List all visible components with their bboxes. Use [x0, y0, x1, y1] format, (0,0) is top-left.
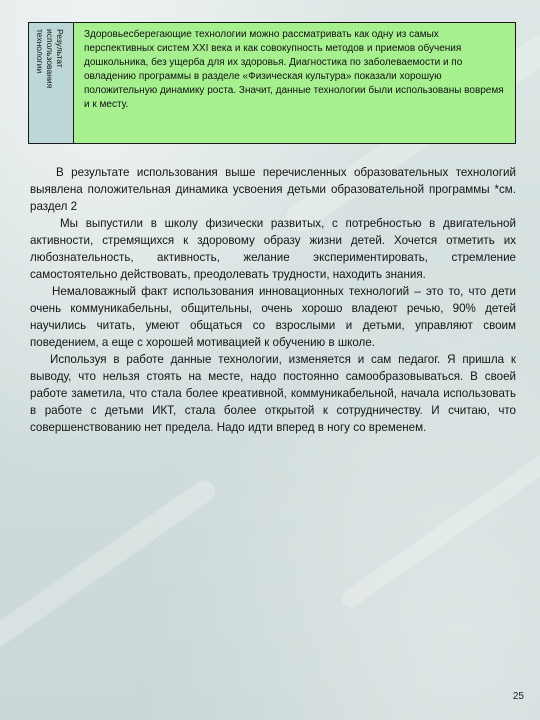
paragraph: Мы выпустили в школу физически развитых, с потребностью в двигательной активности, стремящихся к здоровому образу жизни детей. Хочется отметить их любознательность, активность, желание экспериментировать, стремление самостоятельно действовать, преодолевать трудности, находить знания. — [30, 217, 516, 281]
summary-table — [28, 22, 516, 144]
page-number: 25 — [512, 691, 524, 702]
background-decoration — [338, 447, 540, 611]
summary-body-cell — [74, 23, 515, 143]
paragraph: Используя в работе данные технологии, изменяется и сам педагог. Я пришла к выводу, что нельзя стоять на месте, надо постоянно самообразовываться. В своей работе заметила, что стала более креативной, коммуникабельной, начала использовать в работе с детьми ИКТ, стала более открытой к сотрудничеству. И считаю, что совершенствованию нет предела. Надо идти вперед в ногу со временем. — [30, 353, 516, 434]
summary-label-cell — [29, 23, 74, 143]
main-text — [30, 164, 516, 436]
summary-text: Здоровьесберегающие технологии можно рассматривать как одну из самых перспективных систем XXI века и как совокупность методов и приемов обучения дошкольника, без ущерба для их здоровья. Диагностика по заболеваемости и по овладению программы в разделе «Физическая культура» показали хорошую положительную динамику роста. Значит, данные технологии были использованы вовремя и к месту. — [84, 29, 504, 110]
paragraph: В результате использования выше перечисленных образовательных технологий выявлена положительная динамика усвоения детьми образовательной программы *см. раздел 2 — [30, 166, 516, 213]
paragraph: Немаловажный факт использования инновационных технологий – это то, что дети очень коммуникабельны, общительны, очень хорошо владеют речью, 90% детей научились читать, умеют общаться со взрослыми и детьми, управляют своим поведением, а еще с хорошей мотивацией к обучению в школе. — [30, 285, 516, 349]
background-decoration — [0, 476, 219, 666]
summary-label: Результат использования технологии — [35, 29, 65, 89]
